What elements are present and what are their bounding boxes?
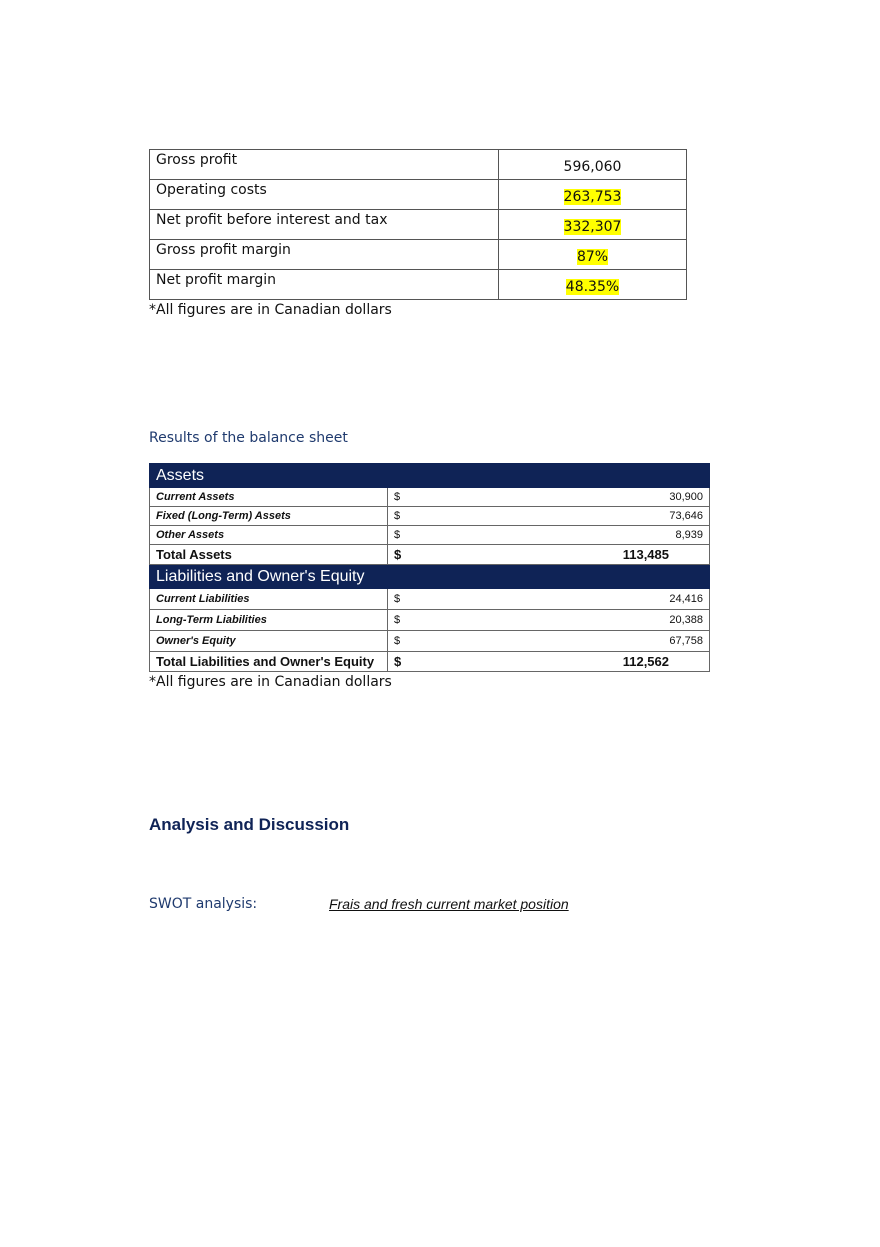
table-row <box>150 240 687 270</box>
row-amount <box>388 545 710 565</box>
row-value: 20,388 <box>669 614 703 626</box>
swot-title: Frais and fresh current market position <box>329 896 569 912</box>
row-amount <box>388 488 710 507</box>
swot-label: SWOT analysis: <box>149 896 258 912</box>
currency: $ <box>394 614 401 626</box>
section-header <box>150 464 710 488</box>
analysis-heading: Analysis and Discussion <box>149 815 350 834</box>
section-header-label: Assets <box>150 464 710 488</box>
currency: $ <box>394 510 401 522</box>
row-amount <box>388 652 710 672</box>
row-label: Long-Term Liabilities <box>150 610 388 631</box>
row-value: 67,758 <box>669 635 703 647</box>
table-row <box>150 652 710 672</box>
row-value: 332,307 <box>563 219 622 235</box>
row-value: 48.35% <box>565 279 620 295</box>
section-header-label: Liabilities and Owner's Equity <box>150 565 710 589</box>
table-row <box>150 270 687 300</box>
table-row <box>150 488 710 507</box>
row-value-cell <box>499 180 687 210</box>
currency: $ <box>394 491 401 503</box>
row-amount <box>388 507 710 526</box>
row-value: 113,485 <box>622 547 669 562</box>
row-value: 263,753 <box>563 189 622 205</box>
balance-title: Results of the balance sheet <box>149 430 348 446</box>
row-label: Total Liabilities and Owner's Equity <box>150 652 388 672</box>
currency: $ <box>394 529 401 541</box>
row-label: Current Assets <box>150 488 388 507</box>
balance-block <box>149 463 710 691</box>
row-value-cell <box>499 270 687 300</box>
row-label: Operating costs <box>150 180 499 210</box>
balance-table <box>149 463 710 672</box>
row-value-cell <box>499 210 687 240</box>
row-value: 30,900 <box>669 491 703 503</box>
table-row <box>150 589 710 610</box>
income-note: *All figures are in Canadian dollars <box>149 302 392 318</box>
row-value: 87% <box>576 249 609 265</box>
row-label: Current Liabilities <box>150 589 388 610</box>
row-label: Owner's Equity <box>150 631 388 652</box>
row-value: 8,939 <box>675 529 703 541</box>
table-row <box>150 180 687 210</box>
row-value-cell <box>499 240 687 270</box>
row-label: Gross profit <box>150 150 499 180</box>
row-label: Other Assets <box>150 526 388 545</box>
currency: $ <box>394 547 402 562</box>
row-value: 73,646 <box>669 510 703 522</box>
row-label: Total Assets <box>150 545 388 565</box>
currency: $ <box>394 593 401 605</box>
table-row <box>150 507 710 526</box>
row-amount <box>388 631 710 652</box>
income-block <box>149 149 687 319</box>
row-amount <box>388 589 710 610</box>
currency: $ <box>394 654 402 669</box>
row-label: Fixed (Long-Term) Assets <box>150 507 388 526</box>
row-value: 112,562 <box>622 654 669 669</box>
row-label: Net profit before interest and tax <box>150 210 499 240</box>
balance-note: *All figures are in Canadian dollars <box>149 674 392 690</box>
table-row <box>150 545 710 565</box>
table-row <box>150 631 710 652</box>
row-value: 24,416 <box>669 593 703 605</box>
table-row <box>150 526 710 545</box>
currency: $ <box>394 635 401 647</box>
row-label: Net profit margin <box>150 270 499 300</box>
row-value-cell <box>499 150 687 180</box>
row-amount <box>388 610 710 631</box>
row-value: 596,060 <box>563 159 622 175</box>
table-row <box>150 210 687 240</box>
income-table <box>149 149 687 300</box>
section-header <box>150 565 710 589</box>
row-amount <box>388 526 710 545</box>
row-label: Gross profit margin <box>150 240 499 270</box>
table-row <box>150 610 710 631</box>
table-row <box>150 150 687 180</box>
